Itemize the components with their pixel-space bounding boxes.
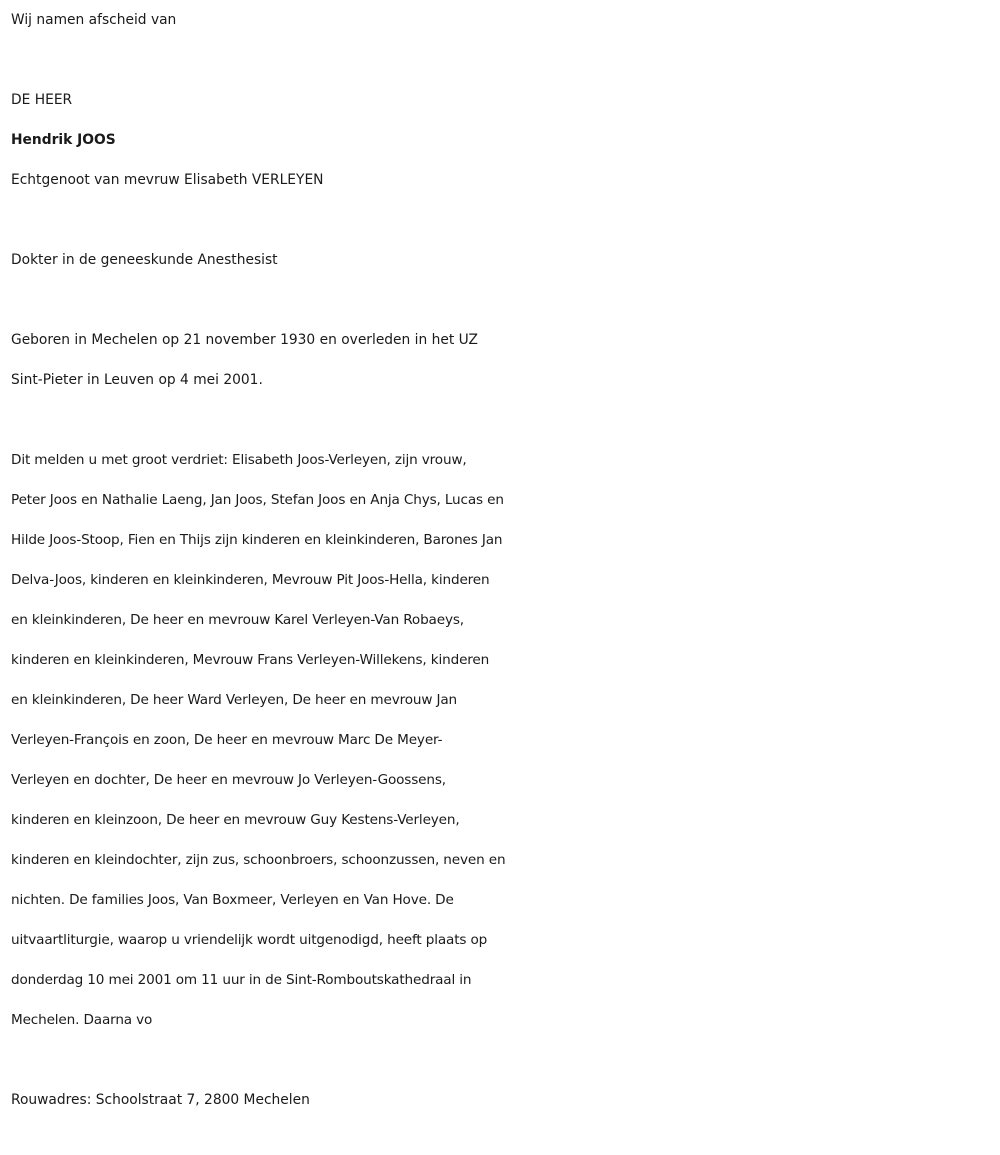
spacer (11, 40, 996, 80)
mourning-address: Rouwadres: Schoolstraat 7, 2800 Mechelen (11, 1092, 310, 1108)
paragraph-line: en kleinkinderen, De heer Ward Verleyen, De heer en mevrouw Jan (11, 692, 457, 708)
paragraph-line: Delva-Joos, kinderen en kleinkinderen, Mevrouw Pit Joos-Hella, kinderen (11, 572, 490, 588)
spouse-line: Echtgenoot van mevruw Elisabeth VERLEYEN (11, 172, 324, 188)
intro-text: Wij namen afscheid van (11, 12, 177, 28)
paragraph-line: Verleyen-François en zoon, De heer en mevrouw Marc De Meyer- (11, 732, 443, 748)
spacer (11, 200, 996, 240)
spacer (11, 1040, 996, 1080)
paragraph-line: uitvaartliturgie, waarop u vriendelijk wordt uitgenodigd, heeft plaats op (11, 932, 488, 948)
announcement-paragraph (11, 440, 996, 1040)
paragraph-line: Verleyen en dochter, De heer en mevrouw Jo Verleyen-Goossens, (11, 772, 446, 788)
spacer (11, 400, 996, 440)
paragraph-line: Sint-Pieter in Leuven op 4 mei 2001. (11, 372, 263, 388)
paragraph-line: nichten. De families Joos, Van Boxmeer, Verleyen en Van Hove. De (11, 892, 454, 908)
paragraph-line: donderdag 10 mei 2001 om 11 uur in de Sint-Romboutskathedraal in (11, 972, 472, 988)
paragraph-line: Peter Joos en Nathalie Laeng, Jan Joos, Stefan Joos en Anja Chys, Lucas en (11, 492, 504, 508)
deceased-name: Hendrik JOOS (11, 132, 116, 148)
paragraph-line: kinderen en kleinkinderen, Mevrouw Frans Verleyen-Willekens, kinderen (11, 652, 490, 668)
birth-death-paragraph (11, 320, 996, 400)
paragraph-line: en kleinkinderen, De heer en mevrouw Karel Verleyen-Van Robaeys, (11, 612, 464, 628)
paragraph-line: Mechelen. Daarna vo (11, 1012, 153, 1028)
paragraph-line: kinderen en kleinzoon, De heer en mevrouw Guy Kestens-Verleyen, (11, 812, 460, 828)
profession-line: Dokter in de geneeskunde Anesthesist (11, 252, 278, 268)
paragraph-line: Dit melden u met groot verdriet: Elisabeth Joos-Verleyen, zijn vrouw, (11, 452, 467, 468)
salutation: DE HEER (11, 92, 73, 108)
paragraph-line: Hilde Joos-Stoop, Fien en Thijs zijn kinderen en kleinkinderen, Barones Jan (11, 532, 503, 548)
paragraph-line: kinderen en kleindochter, zijn zus, schoonbroers, schoonzussen, neven en (11, 852, 506, 868)
spacer (11, 280, 996, 320)
paragraph-line: Geboren in Mechelen op 21 november 1930 en overleden in het UZ (11, 332, 478, 348)
obituary-document (11, 0, 996, 1120)
